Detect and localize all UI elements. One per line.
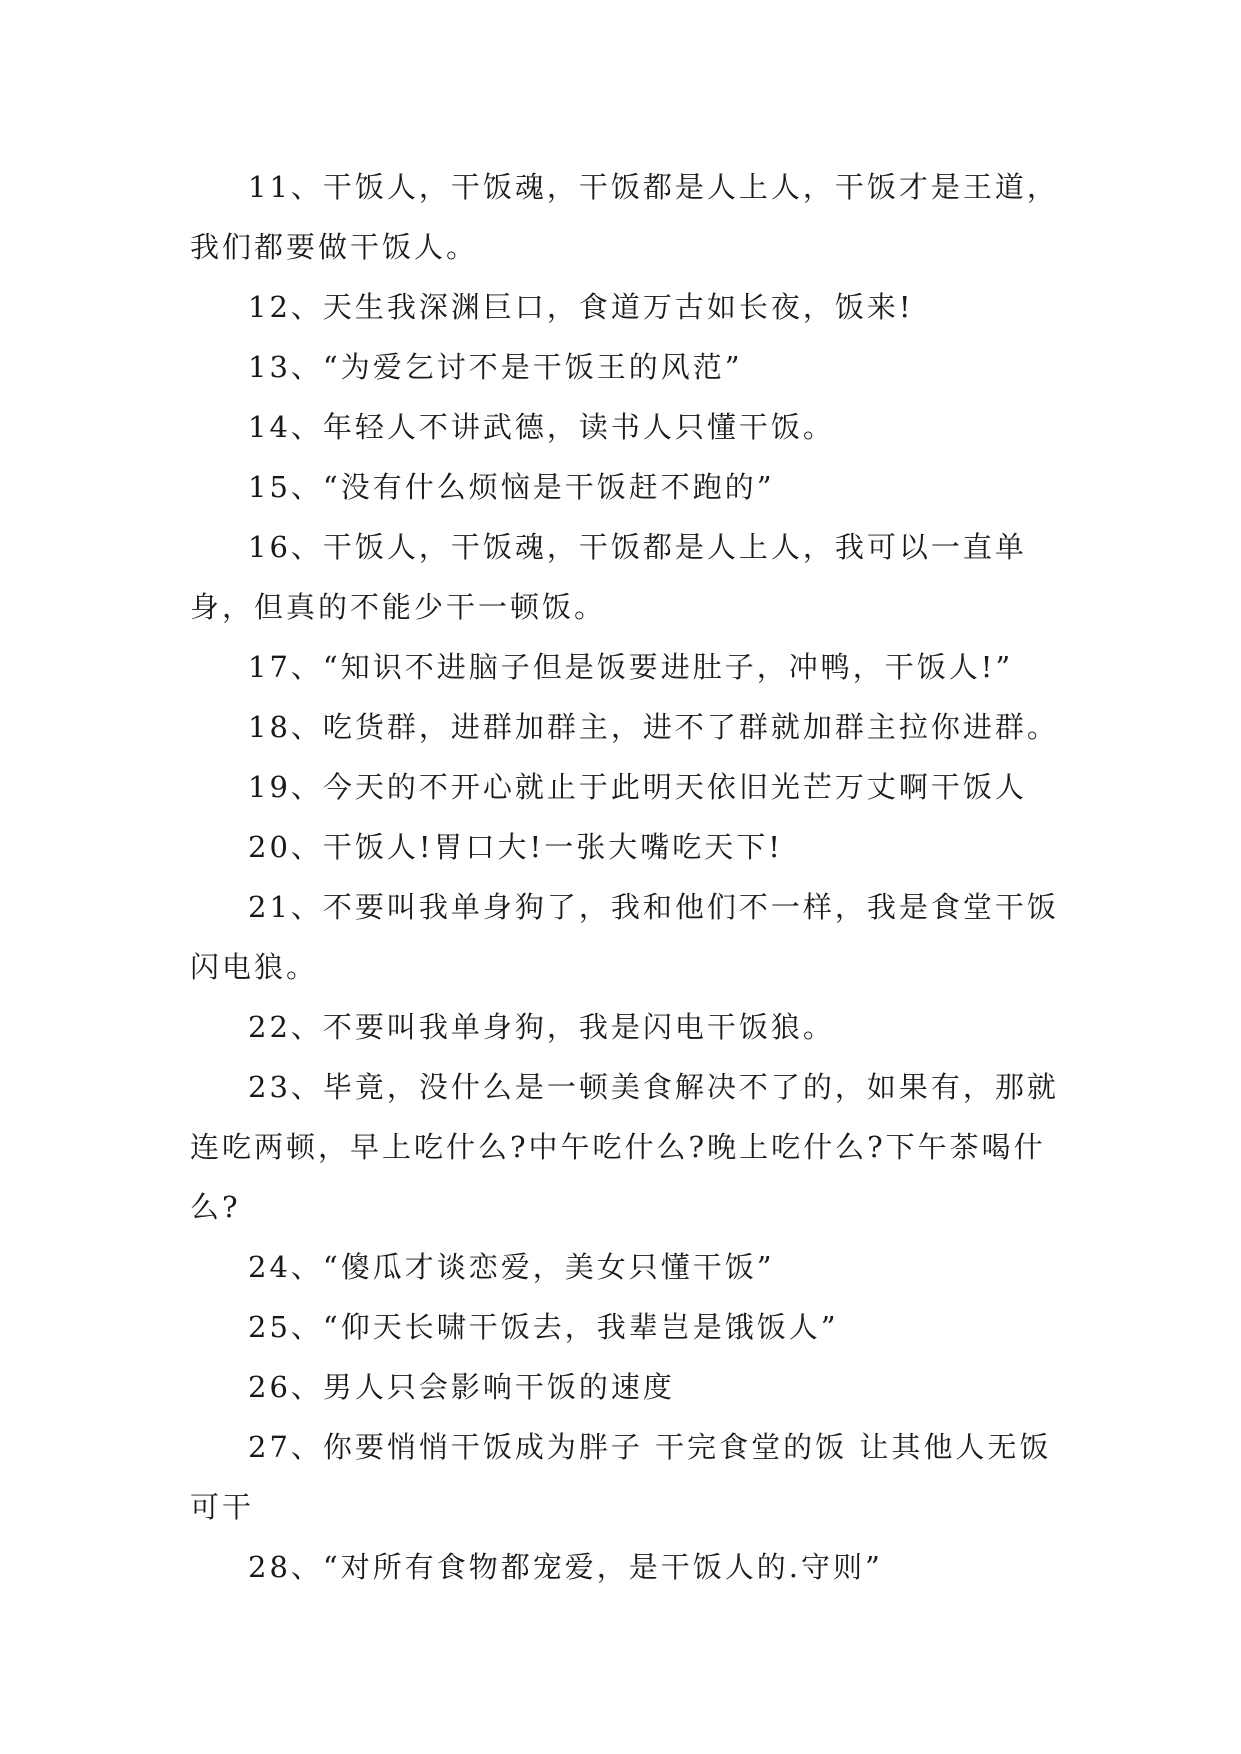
paragraph-11: 11、干饭人，干饭魂，干饭都是人上人，干饭才是王道，我们都要做干饭人。 [190,170,1059,264]
paragraph-13: 13、“为爱乞讨不是干饭王的风范” [248,350,743,384]
paragraph-15: 15、“没有什么烦恼是干饭赶不跑的” [248,470,775,504]
paragraph-17: 17、“知识不进脑子但是饭要进肚子，冲鸭，干饭人!” [248,650,1014,684]
paragraph-28: 28、“对所有食物都宠爱，是干饭人的.守则” [248,1550,883,1584]
paragraph-16: 16、干饭人，干饭魂，干饭都是人上人，我可以一直单身，但真的不能少干一顿饭。 [190,530,1027,624]
paragraph-27: 27、你要悄悄干饭成为胖子 干完食堂的饭 让其他人无饭可干 [190,1430,1052,1524]
paragraph-21: 21、不要叫我单身狗了，我和他们不一样，我是食堂干饭闪电狼。 [190,890,1059,984]
paragraph-19: 19、今天的不开心就止于此明天依旧光芒万丈啊干饭人 [248,770,1027,804]
paragraph-12: 12、天生我深渊巨口，食道万古如长夜，饭来! [248,290,914,324]
paragraph-14: 14、年轻人不讲武德，读书人只懂干饭。 [248,410,835,444]
paragraph-18: 18、吃货群，进群加群主，进不了群就加群主拉你进群。 [248,710,1059,744]
paragraph-24: 24、“傻瓜才谈恋爱，美女只懂干饭” [248,1250,775,1284]
document-body [190,157,1060,1597]
paragraph-26: 26、男人只会影响干饭的速度 [248,1370,675,1404]
paragraph-25: 25、“仰天长啸干饭去，我辈岂是饿饭人” [248,1310,839,1344]
paragraph-20: 20、干饭人!胃口大!一张大嘴吃天下! [248,830,783,864]
paragraph-23: 23、毕竟，没什么是一顿美食解决不了的，如果有，那就连吃两顿，早上吃什么?中午吃什么?晚上吃什么?下午茶喝什么? [190,1070,1059,1224]
paragraph-22: 22、不要叫我单身狗，我是闪电干饭狼。 [248,1010,835,1044]
